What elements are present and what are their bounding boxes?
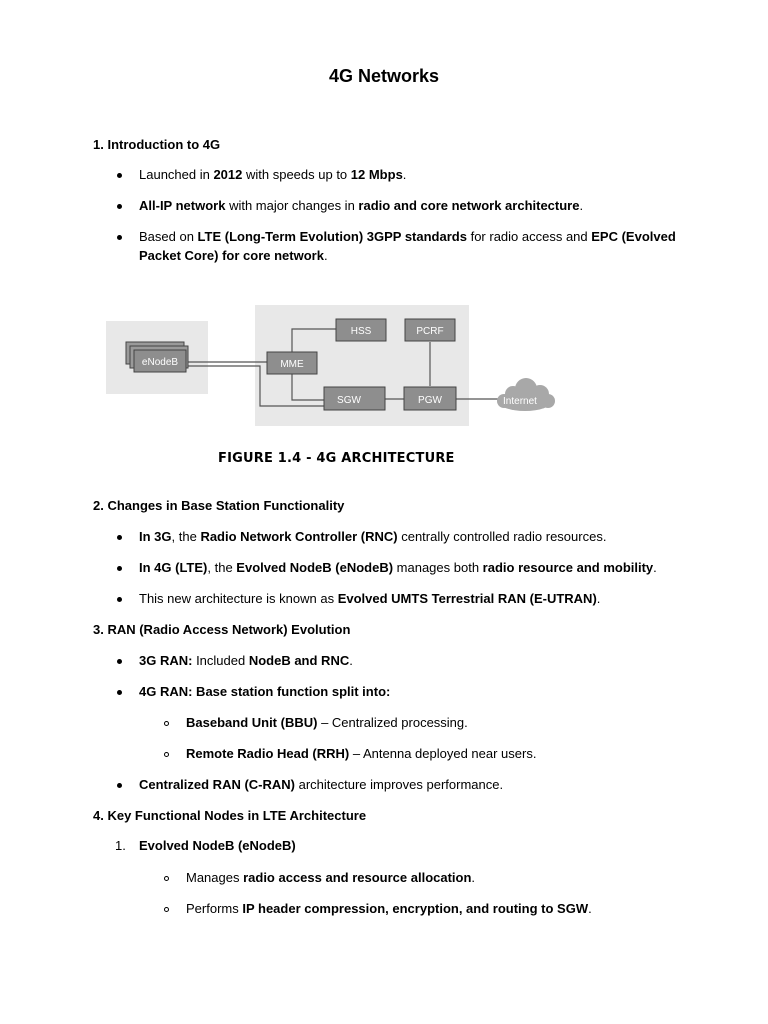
s3-sub-bullet-2: Remote Radio Head (RRH) – Antenna deployed near users. (186, 746, 537, 761)
pcrf-label: PCRF (416, 326, 444, 337)
mme-label: MME (280, 359, 304, 370)
hss-label: HSS (350, 326, 372, 337)
section-4-heading: 4. Key Functional Nodes in LTE Architecture (93, 808, 367, 823)
list-number: 1. (115, 838, 126, 853)
s3-bullet-1: 3G RAN: Included NodeB and RNC. (139, 653, 353, 668)
s1-bullet-2: All-IP network with major changes in radio and core network architecture. (139, 198, 584, 213)
s4-sub-bullet-1: Manages radio access and resource allocation. (186, 870, 476, 885)
s3-bullet-2: 4G RAN: Base station function split into: (139, 684, 391, 699)
enodeb-label: eNodeB (141, 357, 179, 368)
bullet-icon (117, 690, 122, 695)
s3-sub-bullet-1: Baseband Unit (BBU) – Centralized processing. (186, 715, 468, 730)
circle-bullet-icon (164, 752, 169, 757)
s4-item-1: Evolved NodeB (eNodeB) (139, 838, 296, 853)
s2-bullet-1: In 3G, the Radio Network Controller (RNC) centrally controlled radio resources. (139, 529, 607, 544)
pgw-label: PGW (418, 395, 442, 406)
section-1-heading: 1. Introduction to 4G (93, 137, 221, 152)
internet-label: Internet (503, 396, 537, 407)
bullet-icon (117, 535, 122, 540)
s1-bullet-1: Launched in 2012 with speeds up to 12 Mbps. (139, 167, 407, 182)
s1-bullet-3-line-1: Based on LTE (Long-Term Evolution) 3GPP standards for radio access and EPC (Evolved (139, 229, 676, 244)
circle-bullet-icon (164, 721, 169, 726)
bullet-icon (117, 783, 122, 788)
architecture-diagram (100, 300, 570, 440)
s4-sub-bullet-2: Performs IP header compression, encryption, and routing to SGW. (186, 901, 592, 916)
bullet-icon (117, 235, 122, 240)
bullet-icon (117, 566, 122, 571)
bullet-icon (117, 659, 122, 664)
s3-bullet-3: Centralized RAN (C-RAN) architecture improves performance. (139, 777, 504, 792)
bullet-icon (117, 204, 122, 209)
sgw-label: SGW (337, 395, 361, 406)
bullet-icon (117, 173, 122, 178)
page-title: 4G Networks (328, 66, 440, 86)
s2-bullet-3: This new architecture is known as Evolved UMTS Terrestrial RAN (E-UTRAN). (139, 591, 601, 606)
s1-bullet-3-line-2: Packet Core) for core network. (139, 248, 328, 263)
section-2-heading: 2. Changes in Base Station Functionality (93, 498, 345, 513)
bullet-icon (117, 597, 122, 602)
s2-bullet-2: In 4G (LTE), the Evolved NodeB (eNodeB) manages both radio resource and mobility. (139, 560, 657, 575)
circle-bullet-icon (164, 907, 169, 912)
figure-caption: FIGURE 1.4 - 4G ARCHITECTURE (218, 451, 455, 466)
circle-bullet-icon (164, 876, 169, 881)
section-3-heading: 3. RAN (Radio Access Network) Evolution (93, 622, 351, 637)
